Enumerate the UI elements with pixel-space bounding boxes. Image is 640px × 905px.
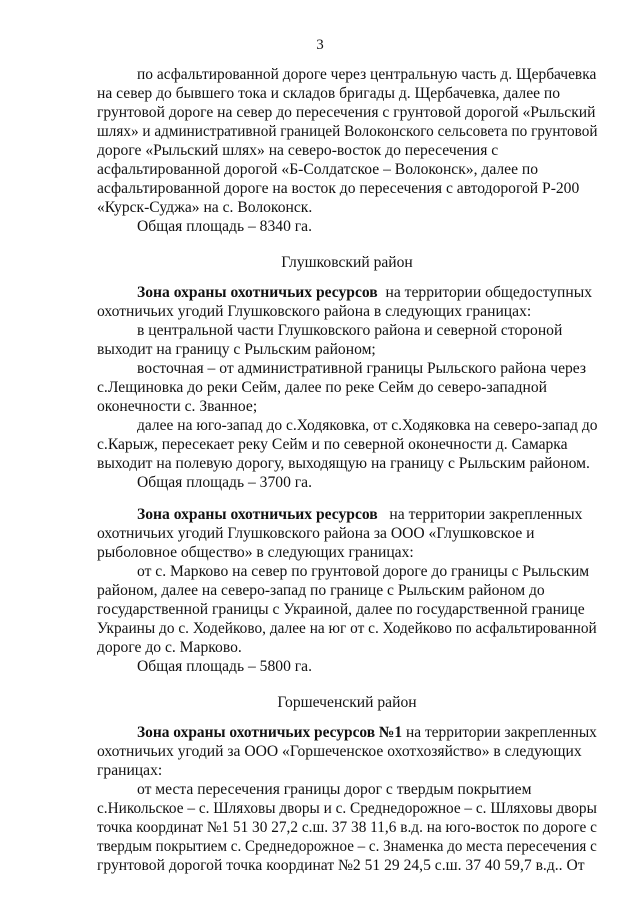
zone-label: Зона охраны охотничьих ресурсов №1: [137, 724, 403, 741]
page-number: 3: [316, 37, 324, 53]
text-line: охотничьих угодий Глушковского района за ООО «Глушковское и: [97, 525, 535, 542]
text-line-content: на север до бывшего тока и складов бригады д. Щербачевка, далее по: [97, 85, 561, 102]
text-line: [97, 142, 597, 161]
zone-title-rest: на территории общедоступных: [385, 284, 593, 301]
text-line: от с. Марково на север по грунтовой дороге до границы с Рыльским: [137, 563, 590, 580]
section-heading: Глушковский район: [281, 254, 413, 271]
text-line: границах:: [97, 762, 163, 779]
text-line: рыболовное общество» в следующих границах:: [97, 544, 414, 561]
text-line-content: дороге «Рыльский шлях» на северо-восток до пересечения с: [97, 142, 499, 159]
text-line: оконечности с. Званное;: [97, 398, 258, 415]
text-line: дороге до с. Марково.: [97, 639, 242, 656]
text-line: [97, 180, 597, 199]
zone-title: [137, 284, 597, 303]
total-area: Общая площадь – 5800 га.: [137, 658, 312, 675]
total-area: Общая площадь – 8340 га.: [137, 218, 312, 235]
zone-title: [137, 724, 597, 743]
text-line-content: асфальтированной дороге на восток до пересечения с автодорогой Р-200: [97, 180, 580, 197]
text-line: охотничьих угодий за ООО «Горшеченское охотхозяйство» в следующих: [97, 743, 582, 760]
text-line: по асфальтированной дороге через центральную часть д. Щербачевка: [137, 66, 597, 83]
text-line: выходит на полевую дорогу, выходящую на границу с Рыльским районом.: [97, 455, 590, 472]
text-line: «Курск-Суджа» на с. Волоконск.: [97, 199, 313, 216]
text-line: районом, далее на северо-запад по границе с Рыльским районом до: [97, 582, 545, 599]
text-line: от места пересечения границы дорог с твердым покрытием: [137, 781, 532, 798]
text-line: государственной границы с Украиной, далее по государственной границе: [97, 601, 585, 618]
section-heading: Горшеченский район: [277, 694, 417, 711]
zone-label: Зона охраны охотничьих ресурсов: [137, 284, 378, 301]
text-line: твердым покрытием с. Среднедорожное – с. Знаменка до места пересечения с: [97, 838, 597, 855]
text-line: с.Карыж, пересекает реку Сейм и по северной оконечности д. Самарка: [97, 436, 568, 453]
zone-title: [137, 506, 597, 525]
text-line: [97, 123, 597, 142]
text-line: выходит на границу с Рыльским районом;: [97, 341, 376, 358]
text-line: [97, 104, 597, 123]
text-line: [97, 161, 597, 180]
text-line: в центральной части Глушковского района и северной стороной: [137, 322, 563, 339]
text-line: с.Лещиновка до реки Сейм, далее по реке Сейм до северо-западной: [97, 379, 548, 396]
text-line: Украины до с. Ходейково, далее на юг от с. Ходейково по асфальтированной: [97, 620, 597, 637]
zone-title-rest: на территории закрепленных: [405, 724, 597, 741]
text-line: охотничьих угодий Глушковского района в следующих границах:: [97, 303, 532, 320]
zone-label: Зона охраны охотничьих ресурсов: [137, 506, 378, 523]
text-line: точка координат №1 51 30 27,2 с.ш. 37 38 11,6 в.д. на юго-восток по дороге с: [97, 819, 597, 836]
text-line: далее на юго-запад до с.Ходяковка, от с.Ходяковка на северо-запад до: [137, 417, 598, 434]
text-line: грунтовой дорогой точка координат №2 51 29 24,5 с.ш. 37 40 59,7 в.д.. От: [97, 857, 585, 874]
text-line-content: асфальтированной дорогой «Б-Солдатское – Волоконск», далее по: [97, 161, 539, 178]
zone-title-rest: на территории закрепленных: [389, 506, 583, 523]
total-area: Общая площадь – 3700 га.: [137, 474, 312, 491]
text-line: [97, 85, 597, 104]
text-line-content: шлях» и административной границей Волоконского сельсовета по грунтовой: [97, 123, 598, 140]
text-line: восточная – от административной границы Рыльского района через: [137, 360, 587, 377]
text-line: с.Никольское – с. Шляховы дворы и с. Среднедорожное – с. Шляховы дворы: [97, 800, 597, 817]
text-line-content: грунтовой дороге на север до пересечения с грунтовой дорогой «Рыльский: [97, 104, 596, 121]
